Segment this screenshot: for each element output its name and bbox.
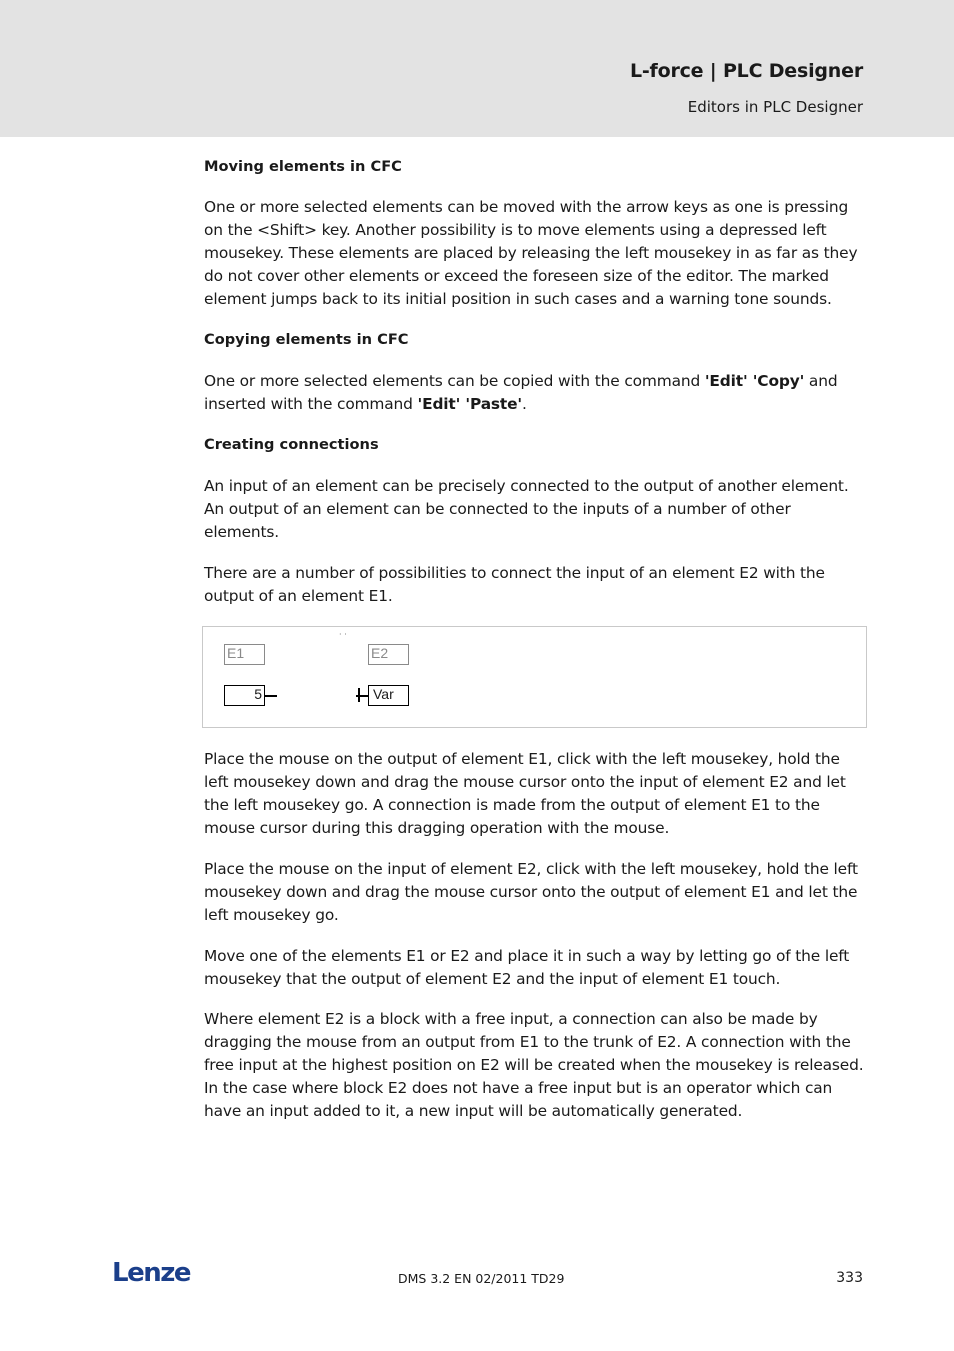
paragraph-copying bbox=[204, 370, 864, 416]
paragraph-connections-3: Place the mouse on the output of element E1, click with the left mousekey, hold the left mousekey down and drag the mouse cursor onto the input of element E2 and let the left mousekey go. A connection is made from the output of element E1 to the mouse cursor during this dragging operation with the mouse. bbox=[204, 750, 846, 837]
chapter-subtitle: Editors in PLC Designer bbox=[687, 98, 863, 116]
heading-connections: Creating connections bbox=[204, 436, 379, 453]
copying-text-pre: One or more selected elements can be copied with the command bbox=[204, 372, 705, 390]
document-title: L-force | PLC Designer bbox=[629, 60, 863, 82]
e2-label: E2 bbox=[371, 645, 389, 661]
e2-value: Var bbox=[373, 686, 394, 702]
document-id: DMS 3.2 EN 02/2011 TD29 bbox=[398, 1271, 565, 1286]
e1-label-box bbox=[224, 644, 265, 665]
heading-moving: Moving elements in CFC bbox=[204, 158, 402, 175]
e2-output-block bbox=[368, 685, 409, 706]
e1-output-pin bbox=[265, 695, 277, 697]
paragraph-connections-4: Place the mouse on the input of element E2, click with the left mousekey, hold the left mousekey down and drag the mouse cursor onto the output of element E1 and let the left mousekey go. bbox=[204, 860, 858, 924]
e2-input-tick bbox=[358, 688, 360, 702]
paragraph-connections-1: An input of an element can be precisely connected to the output of another element. An output of an element can be connected to the inputs of a number of other elements. bbox=[204, 477, 849, 541]
paragraph-connections-2: There are a number of possibilities to connect the input of an element E2 with the output of an element E1. bbox=[204, 564, 825, 605]
copying-text-mid: and inserted with the command bbox=[204, 372, 838, 413]
paragraph-connections-5: Move one of the elements E1 or E2 and place it in such a way by letting go of the left mousekey that the output of element E2 and the input of element E1 touch. bbox=[204, 947, 850, 988]
figure-dots: · · bbox=[339, 630, 347, 639]
paragraph-moving: One or more selected elements can be moved with the arrow keys as one is pressing on the <Shift> key. Another possibility is to move elements using a depressed left mousekey. These elements are placed by releasing the left mousekey in as far as they do not cover other elements or exceed the foreseen size of the editor. The marked element jumps back to its initial position in such cases and a warning tone sounds. bbox=[204, 198, 858, 308]
e1-value: 5 bbox=[254, 686, 262, 702]
heading-copying: Copying elements in CFC bbox=[204, 331, 409, 348]
lenze-logo: Lenze bbox=[112, 1258, 190, 1288]
cfc-example-figure bbox=[202, 626, 867, 728]
e1-label: E1 bbox=[227, 645, 245, 661]
e2-label-box bbox=[368, 644, 409, 665]
e1-input-block bbox=[224, 685, 265, 706]
page-header bbox=[0, 0, 954, 137]
command-edit-paste: 'Edit' 'Paste' bbox=[417, 395, 522, 413]
paragraph-connections-6: Where element E2 is a block with a free input, a connection can also be made by dragging the mouse from an output from E1 to the trunk of E2. A connection with the free input at the highest position on E2 will be created when the mousekey is released. In the case where block E2 does not have a free input but is an operator which can have an input added to it, a new input will be automatically generated. bbox=[204, 1010, 864, 1120]
command-edit-copy: 'Edit' 'Copy' bbox=[704, 372, 805, 390]
page-number: 333 bbox=[836, 1270, 863, 1286]
copying-text-post: . bbox=[522, 395, 527, 413]
